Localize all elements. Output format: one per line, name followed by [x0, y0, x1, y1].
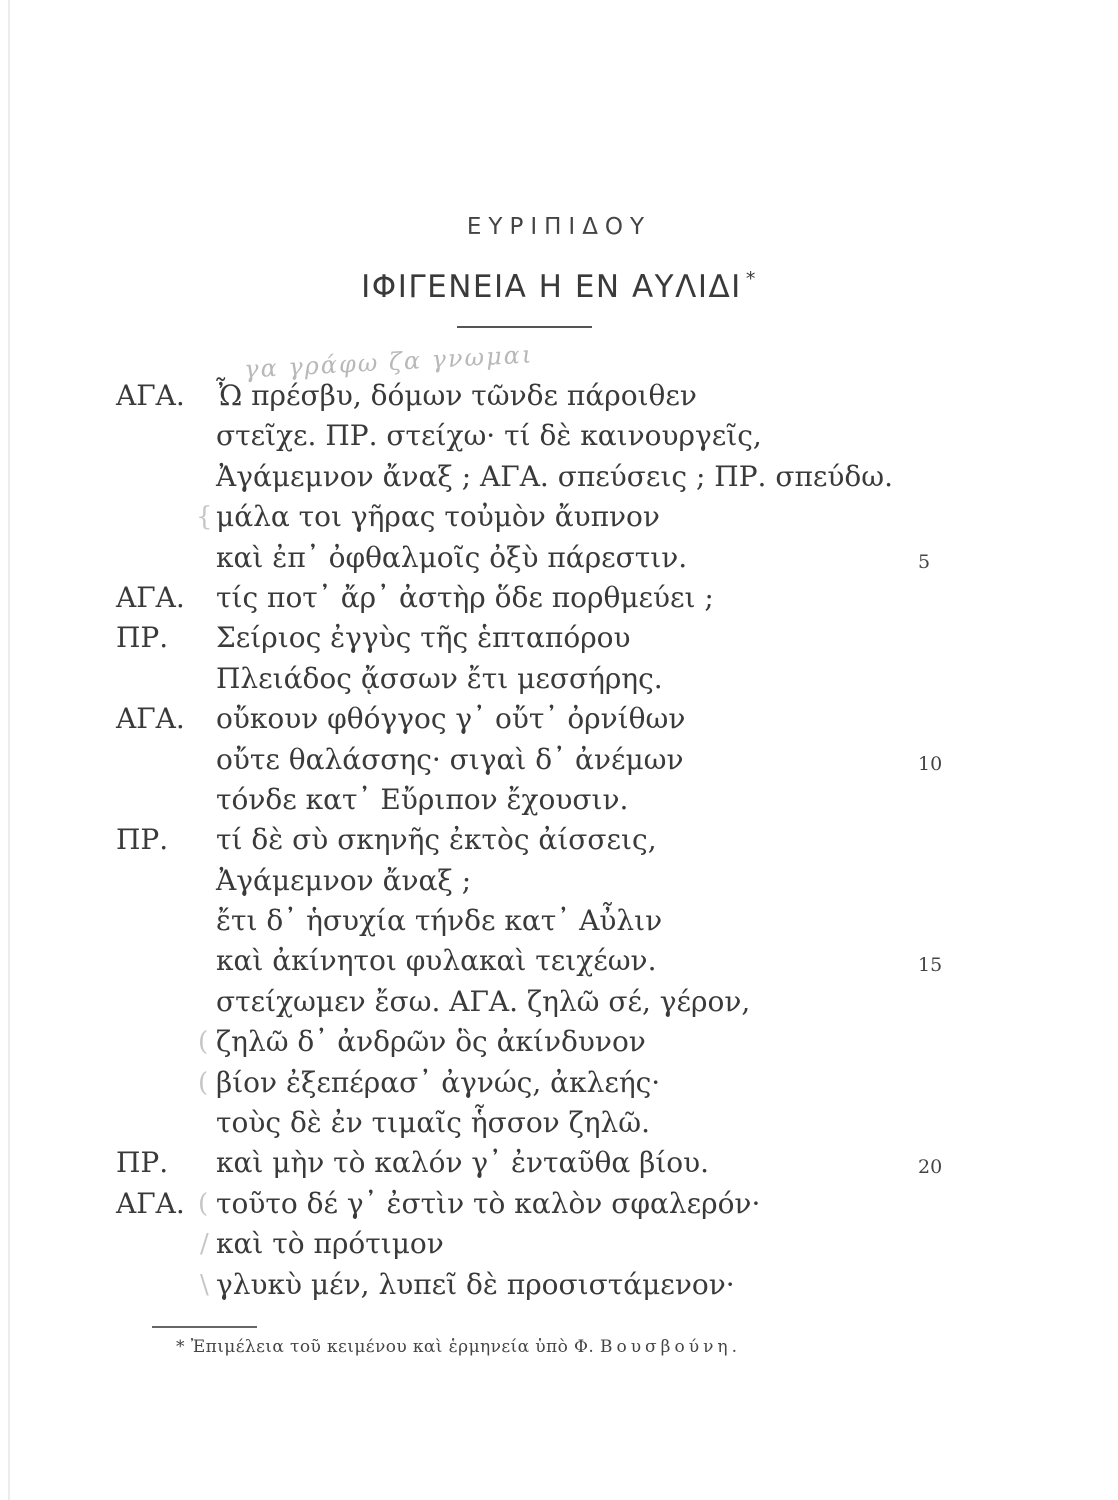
- pencil-bracket-mark: (: [198, 1027, 209, 1058]
- verse-line: [0, 416, 1118, 456]
- verse-line: [0, 618, 1118, 658]
- pencil-bracket-mark: /: [200, 1229, 209, 1260]
- verse-text: τίς ποτ᾽ ἄρ᾽ ἀστὴρ ὅδε πορθμεύει ;: [216, 580, 714, 614]
- verse-text: καὶ τὸ πρότιμον: [216, 1227, 444, 1261]
- footnote-divider: [152, 1326, 257, 1328]
- verse-text: οὔτε θαλάσσης· σιγαὶ δ᾽ ἀνέμων: [216, 742, 684, 776]
- speaker-label: ΑΓΑ.: [116, 702, 185, 736]
- verse-text: τοὺς δὲ ἐν τιμαῖς ἧσσον ζηλῶ.: [216, 1106, 651, 1140]
- pencil-bracket-mark: (: [198, 1189, 209, 1219]
- verse-line: [0, 1063, 1118, 1103]
- verse-text: καὶ ἐπ᾽ ὀφθαλμοῖς ὀξὺ πάρεστιν.: [216, 540, 688, 574]
- speaker-label: ΠΡ.: [116, 621, 169, 655]
- verse-text: οὔκουν φθόγγος γ᾽ οὔτ᾽ ὀρνίθων: [216, 702, 686, 736]
- footnote-text: Ἐπιμέλεια τοῦ κειμένου καὶ ἑρμηνεία ὑπὸ Φ.: [190, 1337, 595, 1357]
- line-number: 10: [918, 752, 943, 775]
- verse-text: ζηλῶ δ᾽ ἀνδρῶν ὃς ἀκίνδυνον: [216, 1025, 646, 1059]
- verse-line: [0, 1143, 1118, 1183]
- play-title-text: ΙΦΙΓΕΝΕΙΑ Η ΕΝ ΑΥΛΙΔΙ: [361, 269, 742, 305]
- line-number: 5: [918, 550, 931, 573]
- verse-line: [0, 820, 1118, 860]
- line-number: 15: [918, 954, 943, 977]
- speaker-label: ΑΓΑ.: [116, 379, 185, 412]
- handwritten-annotation: γα γράφω ζα γνωμαι: [243, 340, 534, 384]
- verse-line: [0, 1224, 1118, 1264]
- verse-line: [0, 861, 1118, 901]
- verse-line: [0, 497, 1118, 537]
- verse-text: Ἀγάμεμνον ἄναξ ;: [216, 863, 472, 897]
- verse-text: Ἀγάμεμνον ἄναξ ; ΑΓΑ. σπεύσεις ; ΠΡ. σπεύδω.: [216, 459, 893, 493]
- author-heading: ΕΥΡΙΠΙΔΟΥ: [466, 214, 652, 240]
- verse-line: [0, 740, 1118, 780]
- verse-text: Ὦ πρέσβυ, δόμων τῶνδε πάροιθεν: [216, 379, 697, 412]
- verse-line: [0, 376, 1118, 416]
- verse-line: [0, 457, 1118, 497]
- verse-line: [0, 659, 1118, 699]
- verse-text: βίον ἐξεπέρασ᾽ ἀγνώς, ἀκλεής·: [216, 1065, 661, 1099]
- verse-text: τόνδε κατ᾽ Εὔριπον ἔχουσιν.: [216, 782, 629, 816]
- pencil-bracket-mark: {: [196, 502, 213, 533]
- verse-text: καὶ ἀκίνητοι φυλακαὶ τειχέων.: [216, 944, 657, 978]
- verse-line: [0, 1265, 1118, 1305]
- speaker-label: ΠΡ.: [116, 823, 169, 857]
- footnote: [176, 1337, 741, 1357]
- footnote-mark: *: [176, 1337, 185, 1357]
- verse-line: [0, 538, 1118, 578]
- verse-text: καὶ μὴν τὸ καλόν γ᾽ ἐνταῦθα βίου.: [216, 1146, 710, 1180]
- verse-line: [0, 578, 1118, 618]
- footnote-editor-name: Βουσβούνη.: [600, 1337, 741, 1357]
- verse-text: μάλα τοι γῆρας τοὐμὸν ἄυπνον: [216, 500, 660, 534]
- verse-line: [0, 901, 1118, 941]
- title-divider: [457, 326, 592, 328]
- verse-text-block: [0, 376, 1118, 1305]
- verse-text: Πλειάδος ᾄσσων ἔτι μεσσήρης.: [216, 661, 663, 695]
- verse-line: [0, 1022, 1118, 1062]
- verse-text: γλυκὺ μέν, λυπεῖ δὲ προσιστάμενον·: [216, 1267, 735, 1301]
- verse-line: [0, 982, 1118, 1022]
- verse-text: τί δὲ σὺ σκηνῆς ἐκτὸς ἀίσσεις,: [216, 823, 657, 857]
- verse-line: [0, 1103, 1118, 1143]
- verse-line: [0, 699, 1118, 739]
- verse-text: στείχωμεν ἔσω. ΑΓΑ. ζηλῶ σέ, γέρον,: [216, 984, 751, 1018]
- verse-text: ἔτι δ᾽ ἡσυχία τήνδε κατ᾽ Αὖλιν: [216, 904, 663, 938]
- verse-text: στεῖχε. ΠΡ. στείχω· τί δὲ καινουργεῖς,: [216, 419, 762, 453]
- verse-text: Σείριος ἐγγὺς τῆς ἑπταπόρου: [216, 621, 631, 655]
- play-title: [0, 268, 1118, 305]
- verse-line: [0, 941, 1118, 981]
- verse-line: [0, 780, 1118, 820]
- line-number: 20: [918, 1156, 943, 1179]
- speaker-label: ΑΓΑ.: [116, 1186, 185, 1220]
- verse-text: τοῦτο δέ γ᾽ ἐστὶν τὸ καλὸν σφαλερόν·: [216, 1186, 761, 1220]
- title-footnote-mark: *: [745, 268, 757, 290]
- pencil-bracket-mark: \: [200, 1269, 209, 1300]
- pencil-bracket-mark: (: [198, 1067, 209, 1098]
- verse-line: [0, 1184, 1118, 1224]
- speaker-label: ΑΓΑ.: [116, 580, 185, 614]
- speaker-label: ΠΡ.: [116, 1146, 169, 1180]
